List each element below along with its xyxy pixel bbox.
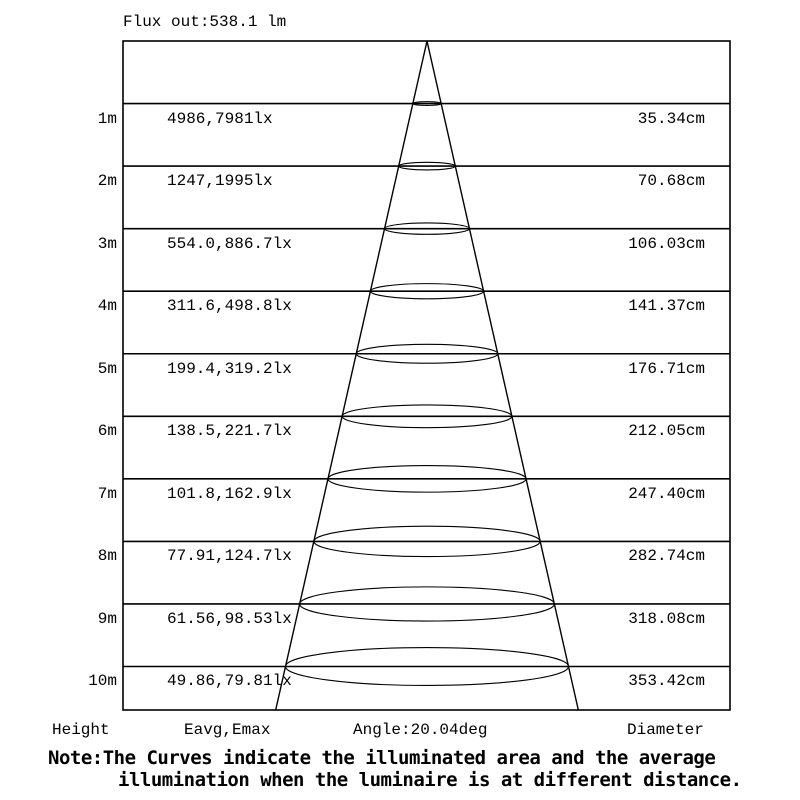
row-eavg-emax-value: 61.56,98.53lx [167, 610, 292, 628]
row-eavg-emax-value: 138.5,221.7lx [167, 422, 292, 440]
row-height-label: 7m [97, 485, 117, 503]
note-line-2: illumination when the luminaire is at different distance. [118, 769, 742, 791]
row-diameter-value: 141.37cm [628, 297, 705, 315]
row-eavg-emax-value: 49.86,79.81lx [167, 672, 292, 690]
row-diameter-value: 212.05cm [628, 422, 705, 440]
row-height-label: 9m [97, 610, 117, 628]
row-diameter-value: 106.03cm [628, 235, 705, 253]
table-row [0, 172, 800, 192]
row-height-label: 5m [97, 360, 117, 378]
row-height-label: 6m [97, 422, 117, 440]
row-diameter-value: 70.68cm [637, 172, 705, 190]
row-diameter-value: 318.08cm [628, 610, 705, 628]
table-row [0, 610, 800, 630]
row-height-label: 8m [97, 547, 117, 565]
flux-out-label: Flux out:538.1 lm [123, 13, 287, 31]
row-height-label: 2m [97, 172, 117, 190]
row-eavg-emax-value: 77.91,124.7lx [167, 547, 292, 565]
row-eavg-emax-value: 1247,1995lx [167, 172, 273, 190]
row-diameter-value: 176.71cm [628, 360, 705, 378]
row-diameter-value: 247.40cm [628, 485, 705, 503]
row-eavg-emax-value: 199.4,319.2lx [167, 360, 292, 378]
note-line-1: Note:The Curves indicate the illuminated area and the average [48, 747, 716, 769]
row-diameter-value: 35.34cm [637, 110, 705, 128]
row-height-label: 10m [88, 672, 117, 690]
table-row [0, 672, 800, 692]
row-height-label: 4m [97, 297, 117, 315]
table-row [0, 360, 800, 380]
table-row [0, 422, 800, 442]
row-eavg-emax-value: 101.8,162.9lx [167, 485, 292, 503]
table-row [0, 485, 800, 505]
row-height-label: 3m [97, 235, 117, 253]
table-row [0, 235, 800, 255]
column-label-height: Height [52, 721, 110, 739]
table-row [0, 297, 800, 317]
row-diameter-value: 353.42cm [628, 672, 705, 690]
row-eavg-emax-value: 554.0,886.7lx [167, 235, 292, 253]
table-row [0, 110, 800, 130]
row-diameter-value: 282.74cm [628, 547, 705, 565]
row-eavg-emax-value: 311.6,498.8lx [167, 297, 292, 315]
table-row [0, 547, 800, 567]
row-eavg-emax-value: 4986,7981lx [167, 110, 273, 128]
column-label-eavg-emax: Eavg,Emax [184, 721, 271, 739]
column-label-diameter: Diameter [627, 721, 704, 739]
column-label-angle: Angle:20.04deg [353, 721, 488, 739]
row-height-label: 1m [97, 110, 117, 128]
